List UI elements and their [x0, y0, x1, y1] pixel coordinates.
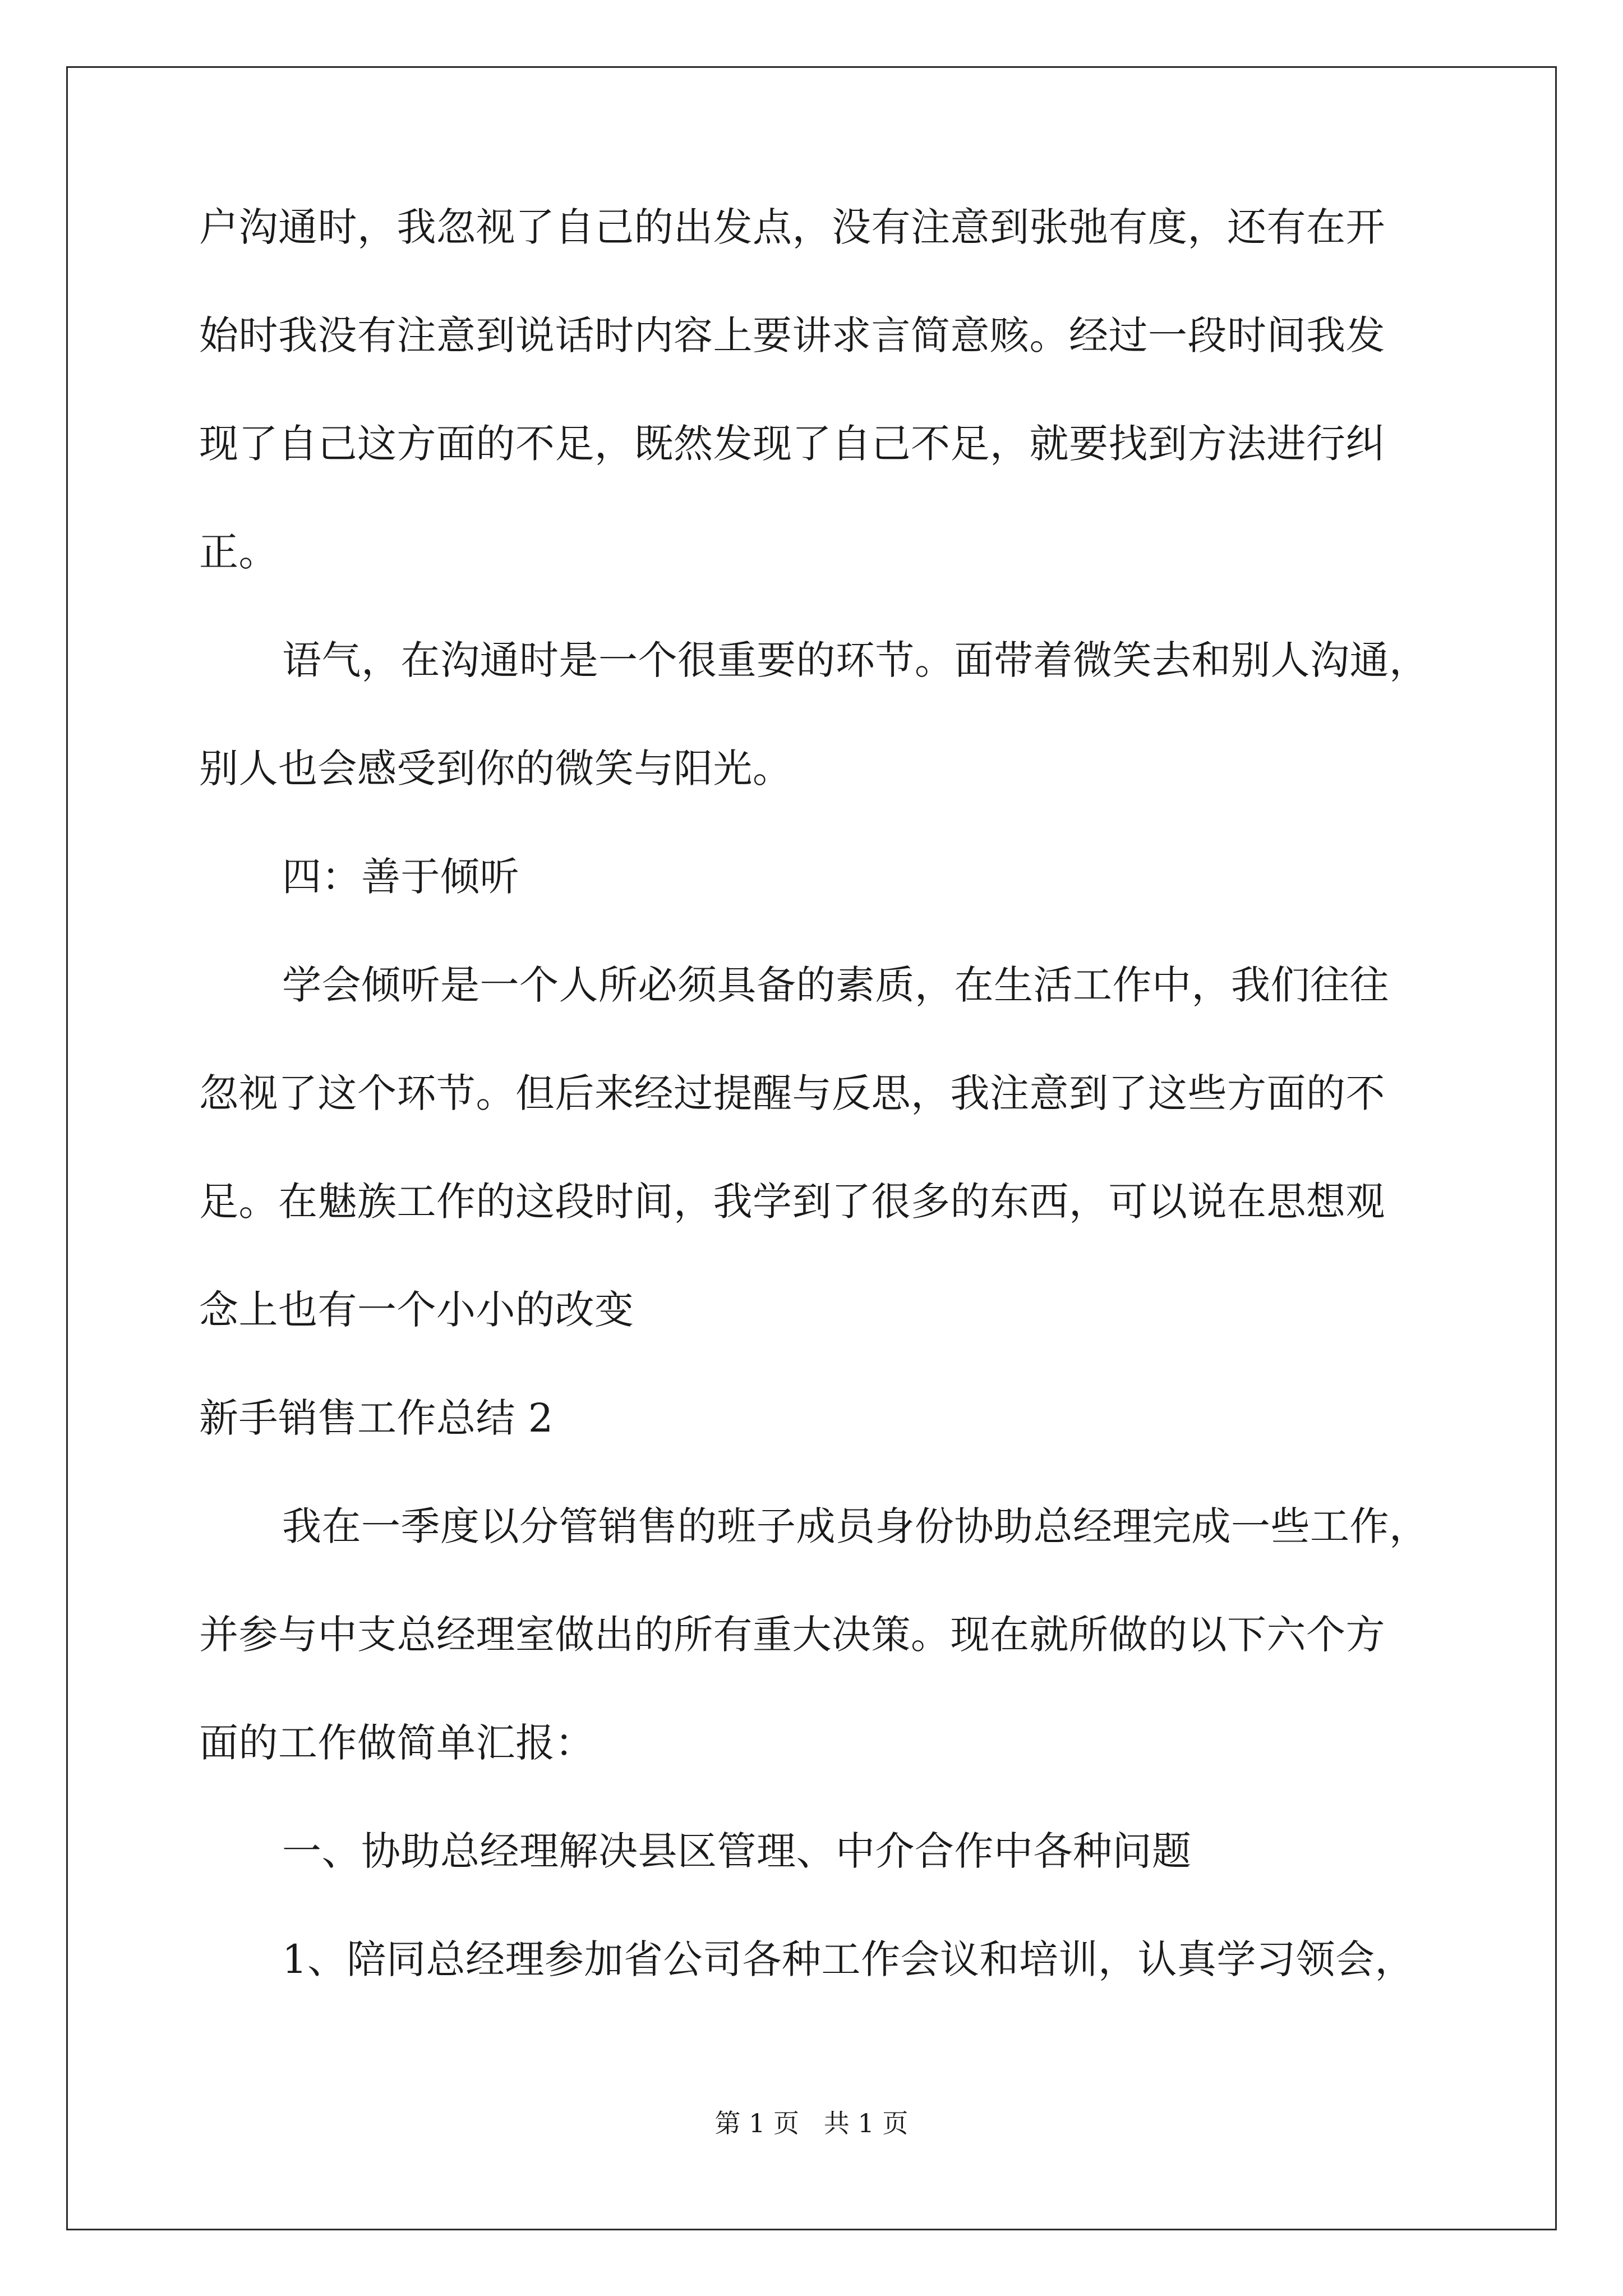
- section-heading: 四：善于倾听: [282, 854, 519, 900]
- text-line: 忽视了这个环节。但后来经过提醒与反思，我注意到了这些方面的不: [199, 1070, 1385, 1116]
- text-line: 户沟通时，我忽视了自己的出发点，没有注意到张弛有度，还有在开: [199, 204, 1385, 250]
- text-line: 足。在魅族工作的这段时间，我学到了很多的东西，可以说在思想观: [199, 1179, 1385, 1225]
- section-heading: 一、协助总经理解决县区管理、中介合作中各种问题: [282, 1828, 1192, 1874]
- document-title: 新手销售工作总结 2: [199, 1395, 554, 1441]
- text-line: 我在一季度以分管销售的班子成员身份协助总经理完成一些工作，: [282, 1503, 1429, 1549]
- text-line: 别人也会感受到你的微笑与阳光。: [199, 746, 792, 792]
- text-line: 语气，在沟通时是一个很重要的环节。面带着微笑去和别人沟通，: [282, 637, 1429, 683]
- text-line: 面的工作做简单汇报：: [199, 1720, 594, 1766]
- text-line: 学会倾听是一个人所必须具备的素质，在生活工作中，我们往往: [282, 962, 1389, 1008]
- text-line: 并参与中支总经理室做出的所有重大决策。现在就所做的以下六个方: [199, 1612, 1385, 1658]
- text-line: 念上也有一个小小的改变: [199, 1287, 634, 1333]
- text-line: 正。: [199, 529, 278, 575]
- document-body: [199, 204, 1429, 2048]
- page-footer: 第 1 页 共 1 页: [714, 2108, 909, 2138]
- text-line: 始时我没有注意到说话时内容上要讲求言简意赅。经过一段时间我发: [199, 312, 1385, 358]
- text-line: 现了自己这方面的不足，既然发现了自己不足，就要找到方法进行纠: [199, 421, 1385, 467]
- text-line: 1、陪同总经理参加省公司各种工作会议和培训，认真学习领会，: [282, 1936, 1415, 1982]
